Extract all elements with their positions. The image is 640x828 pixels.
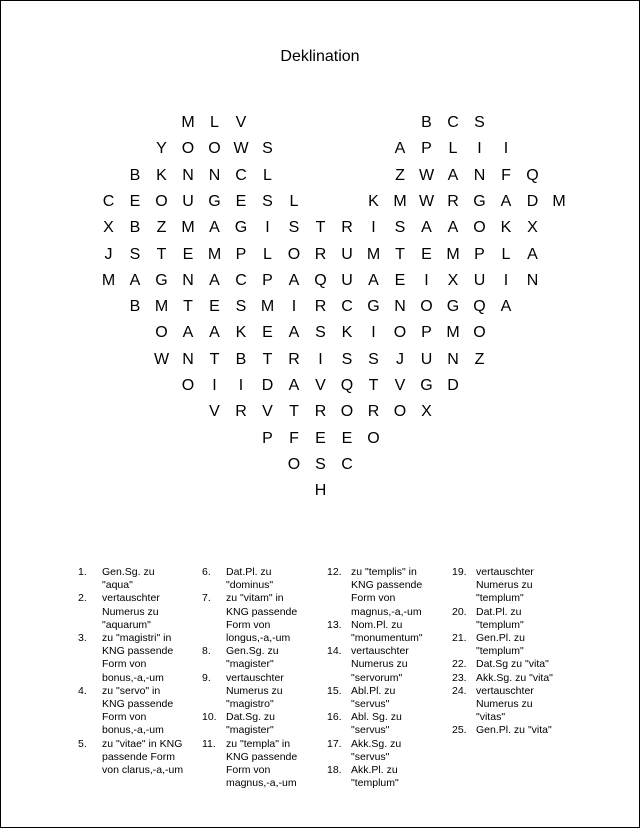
clue-number: 6. xyxy=(202,566,211,578)
clue-number: 23. xyxy=(452,671,467,684)
clue-item xyxy=(327,764,449,790)
clue-number: 24. xyxy=(452,684,467,697)
clue-number: 18. xyxy=(327,764,342,777)
clue-item xyxy=(452,658,574,671)
grid-letter: I xyxy=(291,298,297,316)
grid-letter: K xyxy=(156,166,167,184)
grid-letter: W xyxy=(153,350,170,368)
grid-letter: R xyxy=(235,403,247,421)
grid-letter: Z xyxy=(156,219,167,237)
grid-letter: R xyxy=(314,245,327,263)
clue-number: 9. xyxy=(202,671,211,684)
grid-letter: I xyxy=(371,324,376,342)
clue-text: Dat.Pl. zu "templum" xyxy=(476,605,524,631)
grid-letter: R xyxy=(367,403,380,421)
clue-number: 22. xyxy=(452,658,467,671)
grid-letter: T xyxy=(395,245,405,263)
grid-letter: H xyxy=(314,482,327,500)
clue-text: Abl.Pl. zu "servus" xyxy=(351,684,396,711)
clue-number: 14. xyxy=(327,645,342,658)
grid-letter: S xyxy=(288,219,300,237)
grid-letter: G xyxy=(446,298,460,316)
grid-letter: W xyxy=(418,192,435,210)
grid-letter: U xyxy=(473,271,486,289)
grid-letter: S xyxy=(262,140,273,158)
grid-letter: M xyxy=(393,192,407,210)
clue-text: Gen.Pl. zu "templum" xyxy=(476,632,526,658)
grid-letter: L xyxy=(263,166,272,184)
grid-letter: P xyxy=(421,324,432,342)
grid-letter: O xyxy=(473,219,486,237)
grid-letter: V xyxy=(262,403,273,421)
grid-letter: A xyxy=(288,324,300,342)
grid-letter: S xyxy=(368,350,379,368)
grid-letter: A xyxy=(209,271,220,289)
grid-letter: C xyxy=(341,455,353,473)
grid-letter: K xyxy=(368,192,379,210)
clue-item xyxy=(452,724,574,737)
grid-letter: B xyxy=(129,298,141,316)
grid-letter: U xyxy=(420,350,433,368)
grid-letter: O xyxy=(473,324,486,342)
grid-letter: S xyxy=(341,350,353,368)
grid-letter: Z xyxy=(474,350,485,368)
clue-text: zu "magistri" in KNG passende Form von bonus,-a,-um xyxy=(102,632,174,684)
grid-letter: A xyxy=(500,192,512,210)
grid-letter: I xyxy=(424,271,429,289)
grid-letter: M xyxy=(446,324,460,342)
clue-number: 7. xyxy=(202,592,211,605)
grid-letter: N xyxy=(447,350,459,368)
grid-letter: E xyxy=(315,429,326,447)
grid-letter: C xyxy=(341,298,353,316)
grid-letter: L xyxy=(448,140,458,158)
grid-letter: Q xyxy=(340,377,354,394)
grid-letter: Q xyxy=(526,166,539,184)
clue-item xyxy=(202,672,324,712)
clue-column xyxy=(78,566,200,777)
grid-letter: M xyxy=(181,114,195,131)
grid-letter: S xyxy=(315,324,326,342)
grid-letter: J xyxy=(104,245,113,263)
grid-letter: C xyxy=(235,166,247,184)
grid-letter: E xyxy=(421,245,432,263)
grid-letter: U xyxy=(182,192,194,210)
clue-number: 1. xyxy=(78,566,87,578)
grid-letter: N xyxy=(182,350,194,368)
grid-letter: M xyxy=(207,245,222,263)
clue-item xyxy=(78,738,200,778)
grid-letter: T xyxy=(315,219,326,237)
clue-text: Gen.Sg. zu "aqua" xyxy=(102,566,155,592)
grid-letter: D xyxy=(447,377,459,394)
grid-letter: Q xyxy=(314,271,327,289)
grid-letter: A xyxy=(394,140,406,158)
clue-number: 5. xyxy=(78,737,87,750)
grid-letter: A xyxy=(288,377,300,394)
clue-number: 16. xyxy=(327,711,342,724)
clue-text: Gen.Pl. zu "vita" xyxy=(476,724,552,737)
clue-number: 19. xyxy=(452,566,467,578)
clue-number: 11. xyxy=(202,737,216,750)
clue-text: vertauschter Numerus zu "aquarum" xyxy=(102,592,160,631)
clue-number: 4. xyxy=(78,684,87,697)
grid-letter: V xyxy=(394,377,406,394)
grid-letter: A xyxy=(368,271,379,289)
grid-letter: B xyxy=(235,350,247,368)
clue-number: 3. xyxy=(78,632,87,645)
grid-letter: O xyxy=(367,429,380,447)
grid-letter: U xyxy=(341,271,353,289)
grid-letter: M xyxy=(154,298,169,316)
grid-letter: B xyxy=(129,219,141,237)
grid-letter: I xyxy=(238,377,244,394)
clue-number: 15. xyxy=(327,684,342,697)
grid-letter: E xyxy=(235,192,247,210)
grid-letter: E xyxy=(209,298,220,316)
clue-text: zu "servo" in KNG passende Form von bonus,-a,-um xyxy=(102,684,174,737)
grid-letter: A xyxy=(129,271,141,289)
grid-letter: Q xyxy=(473,298,486,316)
grid-letter: T xyxy=(156,245,167,263)
grid-letter: P xyxy=(474,245,485,263)
clue-text: zu "vitam" in KNG passende Form von longus,-a,-um xyxy=(226,592,298,645)
grid-letter: M xyxy=(101,271,116,289)
clue-item xyxy=(202,738,324,791)
clue-number: 10. xyxy=(202,711,217,724)
grid-letter: P xyxy=(262,429,273,447)
grid-letter: O xyxy=(208,140,221,158)
grid-letter: A xyxy=(500,298,512,316)
grid-letter: S xyxy=(315,455,326,473)
clue-text: zu "templa" in KNG passende Form von magnus,-a,-um xyxy=(226,737,298,790)
grid-letter: S xyxy=(235,298,247,316)
grid-letter: I xyxy=(503,271,509,289)
grid-letter: W xyxy=(233,140,249,158)
clue-text: Dat.Sg zu "vita" xyxy=(476,658,549,671)
grid-letter: F xyxy=(289,429,299,447)
clue-column xyxy=(202,566,324,790)
clue-item xyxy=(78,592,200,632)
grid-letter: T xyxy=(183,298,193,316)
grid-letter: Y xyxy=(156,140,167,158)
grid-letter: X xyxy=(447,271,459,289)
clue-text: Dat.Sg. zu "magister" xyxy=(226,711,276,737)
grid-letter: B xyxy=(421,114,432,131)
clue-column xyxy=(327,566,449,790)
grid-letter: R xyxy=(341,219,353,237)
grid-letter: X xyxy=(103,219,114,237)
grid-letter: D xyxy=(526,192,539,210)
grid-letter: K xyxy=(500,219,512,237)
clue-item xyxy=(452,672,574,685)
grid-letter: C xyxy=(102,192,115,210)
grid-letter: M xyxy=(552,192,566,210)
grid-letter: V xyxy=(209,403,220,421)
grid-letter: O xyxy=(420,298,433,316)
grid-letter: G xyxy=(367,298,380,316)
clue-item xyxy=(202,566,324,592)
clue-number: 2. xyxy=(78,592,87,605)
grid-letter: P xyxy=(262,271,273,289)
grid-letter: O xyxy=(287,245,301,263)
grid-letter: X xyxy=(527,219,538,237)
grid-letter: I xyxy=(212,377,217,394)
grid-letter: M xyxy=(181,219,195,237)
grid-letter: O xyxy=(181,140,195,158)
grid-letter: G xyxy=(155,271,168,289)
clue-number: 13. xyxy=(327,618,342,631)
grid-letter: A xyxy=(209,219,220,237)
clue-text: Gen.Sg. zu "magister" xyxy=(226,645,279,671)
grid-letter: E xyxy=(341,429,353,447)
grid-letter: T xyxy=(368,377,379,394)
grid-letter: S xyxy=(394,219,406,237)
grid-letter: U xyxy=(341,245,353,263)
grid-letter: N xyxy=(526,271,539,289)
grid-letter: T xyxy=(209,350,220,368)
grid-letter: M xyxy=(260,298,275,316)
clue-text: vertauschter Numerus zu "magistro" xyxy=(226,671,284,711)
clue-item xyxy=(202,711,324,737)
grid-letter: I xyxy=(503,140,509,158)
grid-letter: N xyxy=(394,298,406,316)
grid-letter: P xyxy=(421,140,432,158)
grid-letter: C xyxy=(235,271,247,289)
grid-letter: K xyxy=(235,324,247,342)
grid-letter: E xyxy=(182,245,194,263)
grid-letter: N xyxy=(208,166,221,184)
grid-letter: K xyxy=(341,324,353,342)
grid-letter: S xyxy=(262,192,273,210)
clue-text: vertauschter Numerus zu "templum" xyxy=(476,566,534,605)
grid-letter: V xyxy=(235,114,247,131)
clue-text: vertauschter Numerus zu "servorum" xyxy=(351,645,409,684)
grid-letter: A xyxy=(421,219,432,237)
clue-number: 12. xyxy=(327,566,342,578)
grid-letter: I xyxy=(318,350,323,368)
grid-letter: W xyxy=(418,166,435,184)
grid-letter: T xyxy=(289,403,299,421)
grid-letter: D xyxy=(261,377,274,394)
clue-text: Abl. Sg. zu "servus" xyxy=(351,711,402,737)
page-title: Deklination xyxy=(280,48,360,65)
clue-number: 25. xyxy=(452,724,467,737)
clue-number: 17. xyxy=(327,737,342,750)
grid-letter: I xyxy=(265,219,270,237)
clue-item xyxy=(78,632,200,685)
grid-letter: J xyxy=(396,350,404,368)
grid-letter: G xyxy=(234,219,248,237)
grid-letter: C xyxy=(447,114,459,131)
grid-letter: R xyxy=(314,403,327,421)
clue-column xyxy=(452,566,574,738)
grid-letter: R xyxy=(447,192,459,210)
grid-letter: I xyxy=(371,219,376,237)
clue-item xyxy=(327,738,449,764)
grid-letter: M xyxy=(366,245,381,263)
grid-letter: N xyxy=(473,166,486,184)
clue-item xyxy=(452,606,574,632)
clue-text: Dat.Pl. zu "dominus" xyxy=(226,566,274,592)
clue-item xyxy=(327,645,449,685)
grid-letter: O xyxy=(393,403,407,421)
clue-text: zu "templis" in KNG passende Form von magnus,-a,-um xyxy=(351,566,423,618)
clue-item xyxy=(327,619,449,645)
grid-letter: O xyxy=(155,192,168,210)
grid-letter: E xyxy=(394,271,406,289)
grid-letter: X xyxy=(421,403,432,421)
clue-text: Akk.Sg. zu "servus" xyxy=(351,737,402,763)
grid-letter: A xyxy=(447,219,459,237)
grid-letter: Z xyxy=(395,166,405,184)
clue-item xyxy=(202,645,324,671)
grid-letter: A xyxy=(182,324,194,342)
grid-letter: V xyxy=(315,377,326,394)
grid-letter: S xyxy=(129,245,141,263)
clue-item xyxy=(327,711,449,737)
grid-letter: G xyxy=(208,192,221,210)
grid-letter: O xyxy=(181,377,195,394)
clue-number: 21. xyxy=(452,632,467,645)
grid-letter: N xyxy=(182,271,194,289)
grid-letter: L xyxy=(289,192,299,210)
grid-letter: I xyxy=(477,140,482,158)
grid-letter: R xyxy=(288,350,300,368)
grid-letter: R xyxy=(314,298,327,316)
grid-letter: T xyxy=(262,350,273,368)
clue-item xyxy=(78,685,200,738)
clue-item xyxy=(452,566,574,606)
clue-text: Nom.Pl. zu "monumentum" xyxy=(351,618,423,645)
clue-text: zu "vitae" in KNG passende Form von clarus,-a,-um xyxy=(102,737,184,777)
grid-letter: O xyxy=(393,324,407,342)
grid-letter: A xyxy=(527,245,538,263)
clue-item xyxy=(202,592,324,645)
clue-item xyxy=(78,566,200,592)
grid-letter: S xyxy=(474,114,485,131)
grid-letter: A xyxy=(447,166,459,184)
grid-letter: F xyxy=(501,166,511,184)
grid-letter: N xyxy=(182,166,194,184)
clue-item xyxy=(452,632,574,658)
clue-number: 8. xyxy=(202,645,211,658)
grid-letter: O xyxy=(340,403,354,421)
clue-text: Akk.Sg. zu "vita" xyxy=(476,671,553,684)
clue-item xyxy=(327,566,449,619)
clue-text: vertauschter Numerus zu "vitas" xyxy=(476,684,534,724)
clue-item xyxy=(452,685,574,725)
grid-letter: O xyxy=(287,455,301,473)
clue-number: 20. xyxy=(452,605,467,618)
grid-letter: P xyxy=(235,245,247,263)
grid-letter: B xyxy=(129,166,141,184)
grid-letter: O xyxy=(155,324,168,342)
grid-letter: A xyxy=(288,271,300,289)
grid-letter: L xyxy=(501,245,511,263)
grid-letter: E xyxy=(129,192,141,210)
grid-letter: G xyxy=(420,377,433,394)
grid-letter: G xyxy=(473,192,486,210)
grid-letter: L xyxy=(210,114,219,131)
clue-item xyxy=(327,685,449,711)
grid-letter: M xyxy=(446,245,460,263)
grid-letter: E xyxy=(262,324,273,342)
clue-text: Akk.Pl. zu "templum" xyxy=(351,764,399,790)
grid-letter: A xyxy=(209,324,220,342)
grid-letter: L xyxy=(263,245,272,263)
